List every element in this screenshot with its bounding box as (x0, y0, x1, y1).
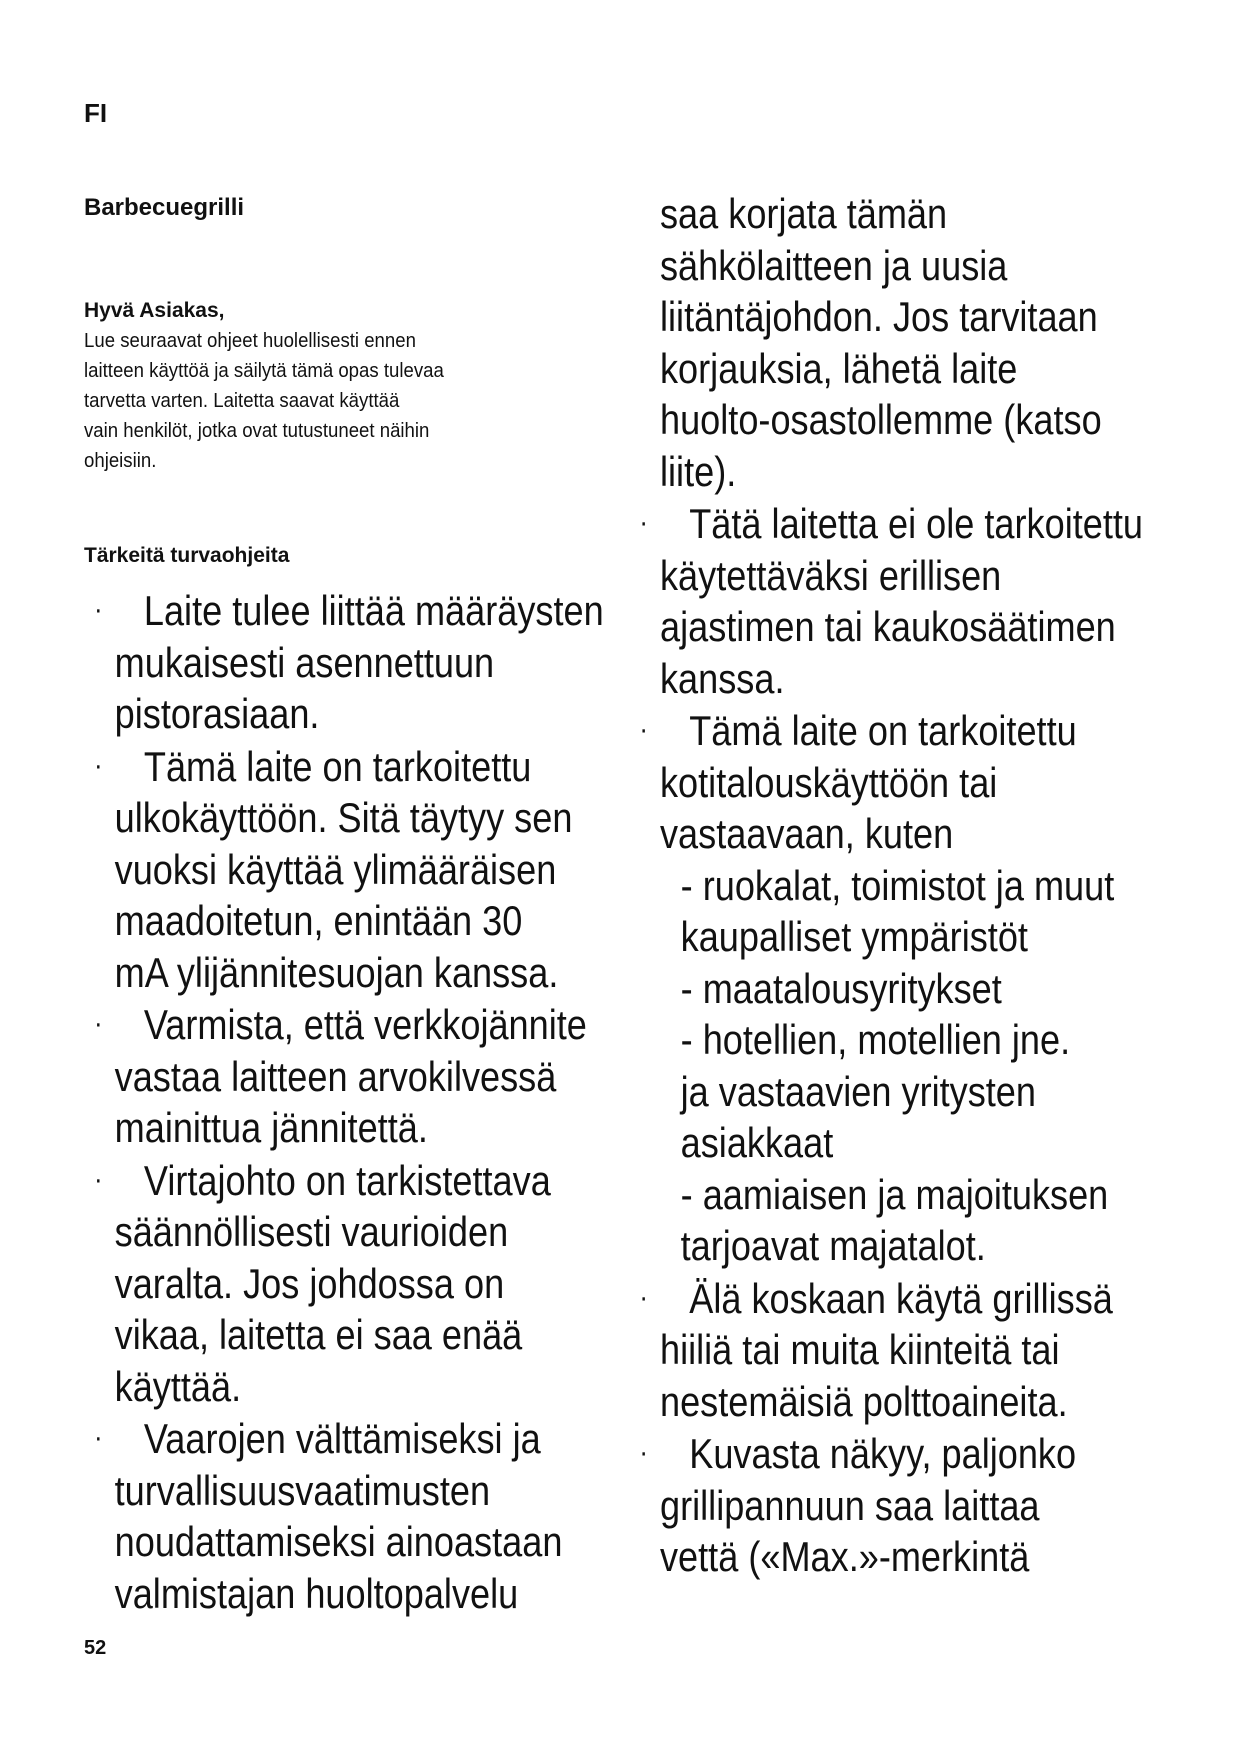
safety-item (94, 740, 670, 999)
sub-item-line: kaupalliset ympäristöt (680, 913, 1028, 960)
language-code: FI (84, 98, 108, 128)
item-line: liitäntäjohdon. Jos tarvitaan (660, 293, 1098, 340)
item-line: korjauksia, lähetä laite (660, 344, 1018, 392)
item-line: vikaa, laitetta ei saa enää (114, 1311, 523, 1358)
sub-item-line: asiakkaat (680, 1119, 834, 1166)
item-line: turvallisuusvaatimusten (114, 1466, 491, 1514)
item-line: käyttää. (114, 1362, 242, 1410)
safety-heading: Tärkeitä turvaohjeita (84, 544, 290, 567)
page-title: Barbecuegrilli (84, 194, 245, 221)
sub-item-line: - maatalousyritykset (680, 964, 1002, 1012)
item-line: liite). (660, 447, 737, 495)
sub-item-line: tarjoavat majatalot. (680, 1222, 986, 1269)
bullet-icon: · (94, 593, 103, 626)
sub-item-line: - hotellien, motellien jne. (680, 1016, 1071, 1063)
item-line: mukaisesti asennettuun (114, 638, 495, 686)
item-line: pistorasiaan. (114, 690, 320, 737)
item-line: kotitalouskäyttöön tai (660, 758, 998, 806)
safety-item (94, 584, 670, 740)
safety-item (639, 497, 1236, 704)
greeting: Hyvä Asiakas, (84, 299, 225, 322)
item-line: huolto-osastollemme (katso (660, 396, 1102, 443)
sub-item-line: - aamiaisen ja majoituksen (680, 1170, 1109, 1218)
safety-item (639, 1272, 1236, 1428)
item-line: varalta. Jos johdossa on (114, 1259, 505, 1307)
bullet-icon: · (639, 713, 648, 746)
item-first-line: Tämä laite on tarkoitettu (689, 707, 1077, 754)
item-first-line: Laite tulee liittää määräysten (143, 587, 604, 634)
item-line: saa korjata tämän (660, 190, 948, 237)
item-first-line: Tämä laite on tarkoitettu (143, 742, 532, 790)
safety-item (94, 1412, 670, 1619)
left-column (94, 584, 669, 1619)
safety-item (94, 998, 670, 1154)
item-line: mainittua jännitettä. (114, 1104, 428, 1151)
sub-item-line: - ruokalat, toimistot ja muut (680, 861, 1115, 909)
item-line: vuoksi käyttää ylimääräisen (114, 845, 557, 893)
item-line: vastaa laitteen arvokilvessä (114, 1052, 557, 1100)
intro-section (84, 296, 644, 476)
item-line: nestemäisiä polttoaineita. (660, 1377, 1068, 1425)
item-first-line: Varmista, että verkkojännite (143, 1001, 587, 1048)
item-line: kanssa. (660, 654, 785, 702)
safety-item (639, 1427, 1236, 1583)
item-line: käytettäväksi erillisen (660, 551, 1002, 599)
bullet-icon: · (94, 1007, 103, 1040)
item-first-line: Tätä laitetta ei ole tarkoitettu (689, 500, 1143, 547)
item-line: noudattamiseksi ainoastaan (114, 1518, 563, 1565)
item-line: hiiliä tai muita kiinteitä tai (660, 1326, 1060, 1373)
bullet-icon: · (639, 1436, 648, 1469)
item-first-line: Kuvasta näkyy, paljonko (689, 1430, 1077, 1477)
bullet-icon: · (94, 748, 103, 782)
item-line: grillipannuun saa laittaa (660, 1481, 1040, 1529)
safety-item (94, 1154, 670, 1413)
right-column (639, 188, 1235, 1583)
item-line: valmistajan huoltopalvelu (114, 1569, 519, 1617)
item-line: säännöllisesti vaurioiden (114, 1208, 509, 1255)
item-line: vettä («Max.»-merkintä (660, 1533, 1030, 1580)
item-first-line: Vaarojen välttämiseksi ja (143, 1415, 541, 1462)
bullet-icon: · (639, 506, 648, 539)
item-line: maadoitetun, enintään 30 (114, 897, 523, 944)
item-line: sähkölaitteen ja uusia (660, 241, 1008, 289)
page-number: 52 (84, 1637, 107, 1659)
bullet-icon: · (639, 1280, 648, 1314)
item-line: ulkokäyttöön. Sitä täytyy sen (114, 794, 573, 841)
intro-paragraph: Lue seuraavat ohjeet huolellisesti ennen laitteen käyttöä ja säilytä tämä opas tulevaa tarvetta varten. Laitetta saavat käyttää vain henkilöt, jotka ovat tutustuneet näihin ohjeisiin. (84, 330, 444, 472)
bullet-icon: · (94, 1162, 103, 1196)
item-first-line: Älä koskaan käytä grillissä (689, 1274, 1113, 1322)
safety-item (639, 704, 1236, 1272)
item-line: mA ylijännitesuojan kanssa. (114, 948, 559, 996)
item-line: vastaavaan, kuten (660, 810, 954, 857)
item-first-line: Virtajohto on tarkistettava (143, 1156, 551, 1204)
item-line: ajastimen tai kaukosäätimen (660, 603, 1116, 650)
safety-item-continuation (660, 188, 1236, 497)
sub-item-line: ja vastaavien yritysten (680, 1067, 1036, 1115)
bullet-icon: · (94, 1421, 103, 1454)
